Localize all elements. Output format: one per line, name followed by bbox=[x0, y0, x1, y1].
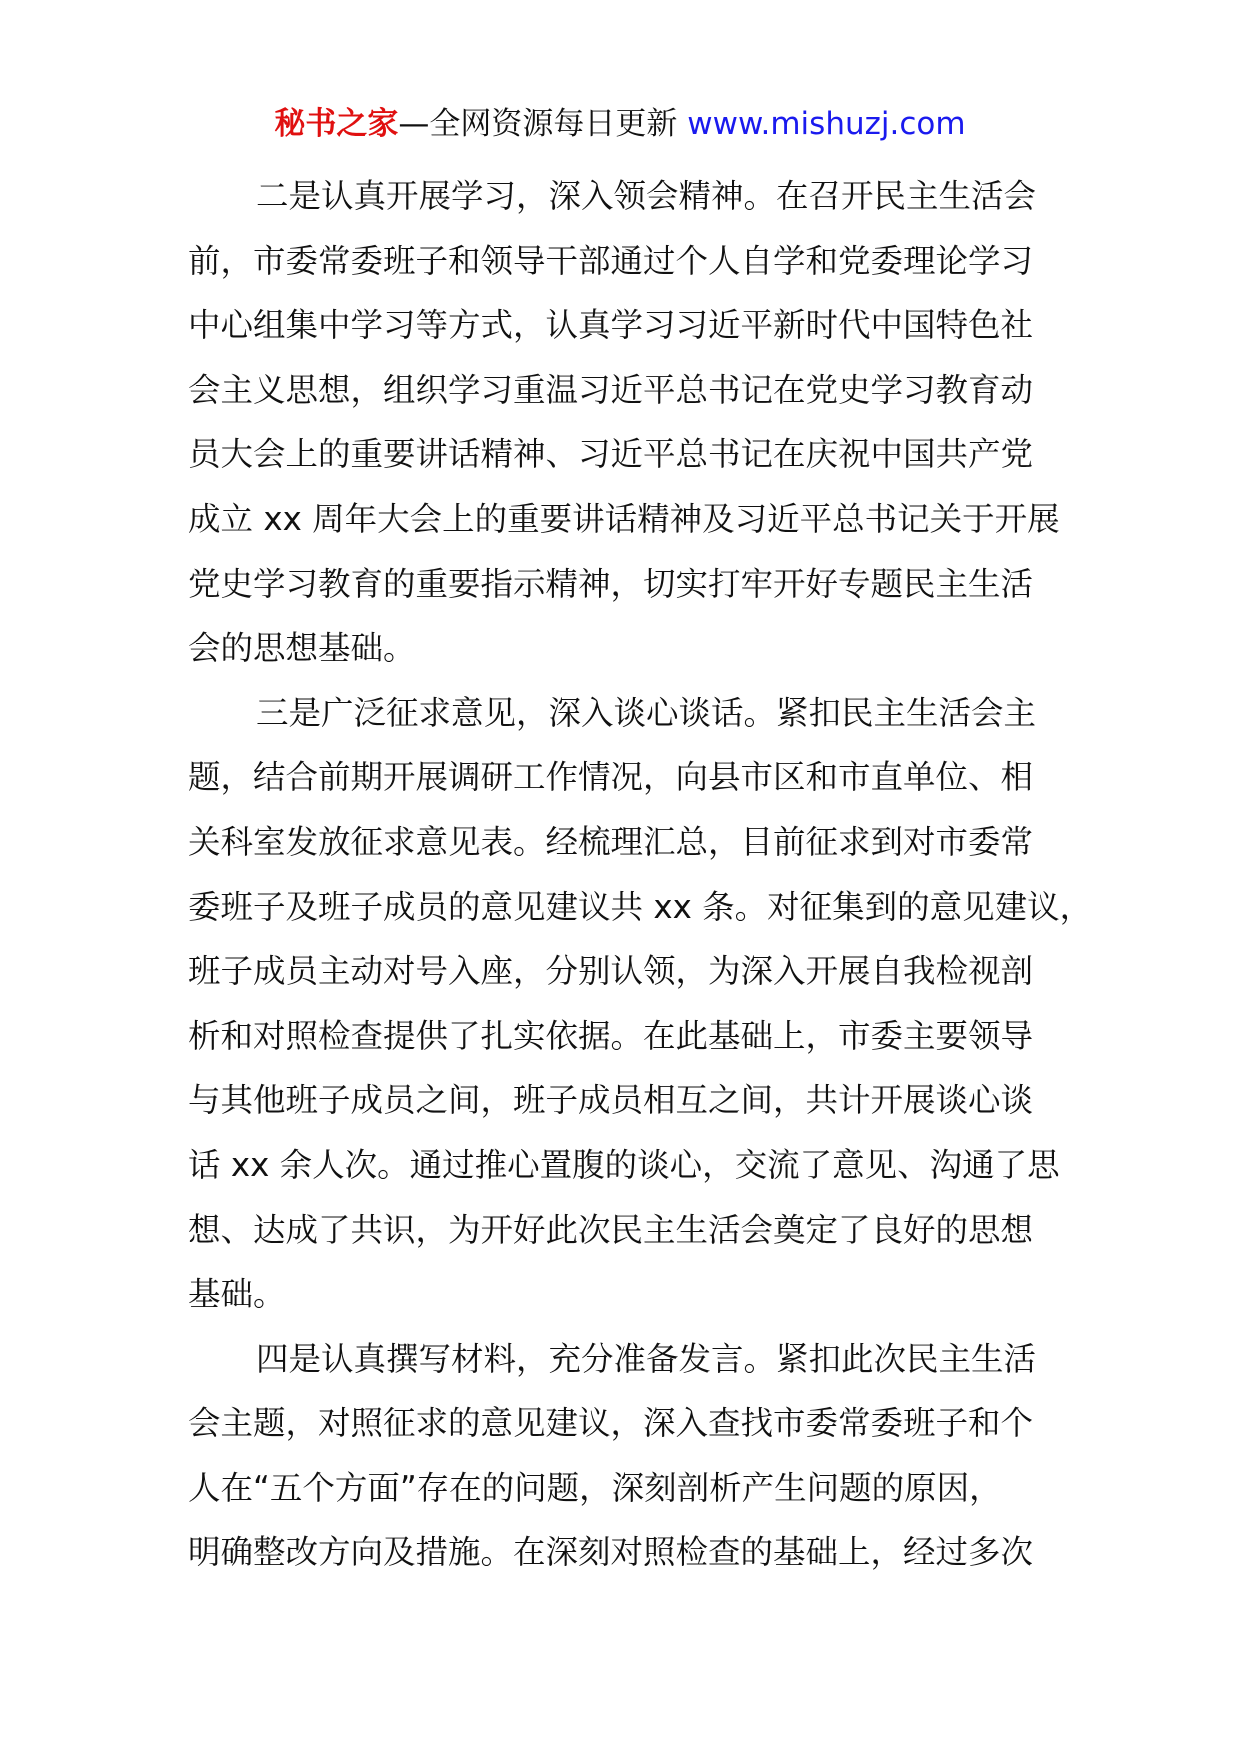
header-slogan: —全网资源每日更新 bbox=[398, 106, 688, 142]
paragraph-line: 会主题，对照征求的意见建议，深入查找市委常委班子和个 bbox=[188, 1404, 1034, 1443]
paragraph-line: 话 xx 余人次。通过推心置腹的谈心，交流了意见、沟通了思 bbox=[188, 1145, 1060, 1184]
paragraph-line: 党史学习教育的重要指示精神，切实打牢开好专题民主生活 bbox=[188, 564, 1034, 603]
paragraph-line: 与其他班子成员之间，班子成员相互之间，共计开展谈心谈 bbox=[188, 1081, 1034, 1120]
paragraph-line: 会主义思想，组织学习重温习近平总书记在党史学习教育动 bbox=[188, 370, 1034, 409]
paragraph-line: 员大会上的重要讲话精神、习近平总书记在庆祝中国共产党 bbox=[188, 435, 1034, 474]
website-link[interactable]: www.mishuzj.com bbox=[687, 106, 966, 142]
brand-name: 秘书之家 bbox=[274, 106, 399, 142]
paragraph-line: 题，结合前期开展调研工作情况，向县市区和市直单位、相 bbox=[188, 758, 1034, 797]
paragraph-line: 前，市委常委班子和领导干部通过个人自学和党委理论学习 bbox=[188, 241, 1034, 280]
paragraph-line: 析和对照检查提供了扎实依据。在此基础上，市委主要领导 bbox=[188, 1016, 1034, 1055]
paragraph-line: 关科室发放征求意见表。经梳理汇总，目前征求到对市委常 bbox=[188, 822, 1034, 861]
paragraph-line: 基础。 bbox=[188, 1275, 286, 1314]
paragraph-line: 中心组集中学习等方式，认真学习习近平新时代中国特色社 bbox=[188, 306, 1034, 345]
body-text bbox=[188, 164, 1093, 1585]
paragraph-line: 会的思想基础。 bbox=[188, 629, 416, 668]
paragraph-line: 二是认真开展学习，深入领会精神。在召开民主生活会 bbox=[256, 177, 1037, 215]
paragraph-line: 委班子及班子成员的意见建议共 xx 条。对征集到的意见建议， bbox=[188, 887, 1093, 926]
paragraph-line: 成立 xx 周年大会上的重要讲话精神及习近平总书记关于开展 bbox=[188, 499, 1060, 538]
paragraph-line: 人在“五个方面”存在的问题，深刻剖析产生问题的原因， bbox=[188, 1468, 1002, 1507]
paragraph-line: 想、达成了共识，为开好此次民主生活会奠定了良好的思想 bbox=[188, 1210, 1034, 1249]
paragraph-line: 班子成员主动对号入座，分别认领，为深入开展自我检视剖 bbox=[188, 952, 1034, 991]
header-banner bbox=[0, 102, 1240, 146]
paragraph-line: 三是广泛征求意见，深入谈心谈话。紧扣民主生活会主 bbox=[256, 693, 1037, 732]
paragraph-line: 四是认真撰写材料，充分准备发言。紧扣此次民主生活 bbox=[256, 1339, 1037, 1378]
paragraph-line: 明确整改方向及措施。在深刻对照检查的基础上，经过多次 bbox=[188, 1533, 1034, 1572]
